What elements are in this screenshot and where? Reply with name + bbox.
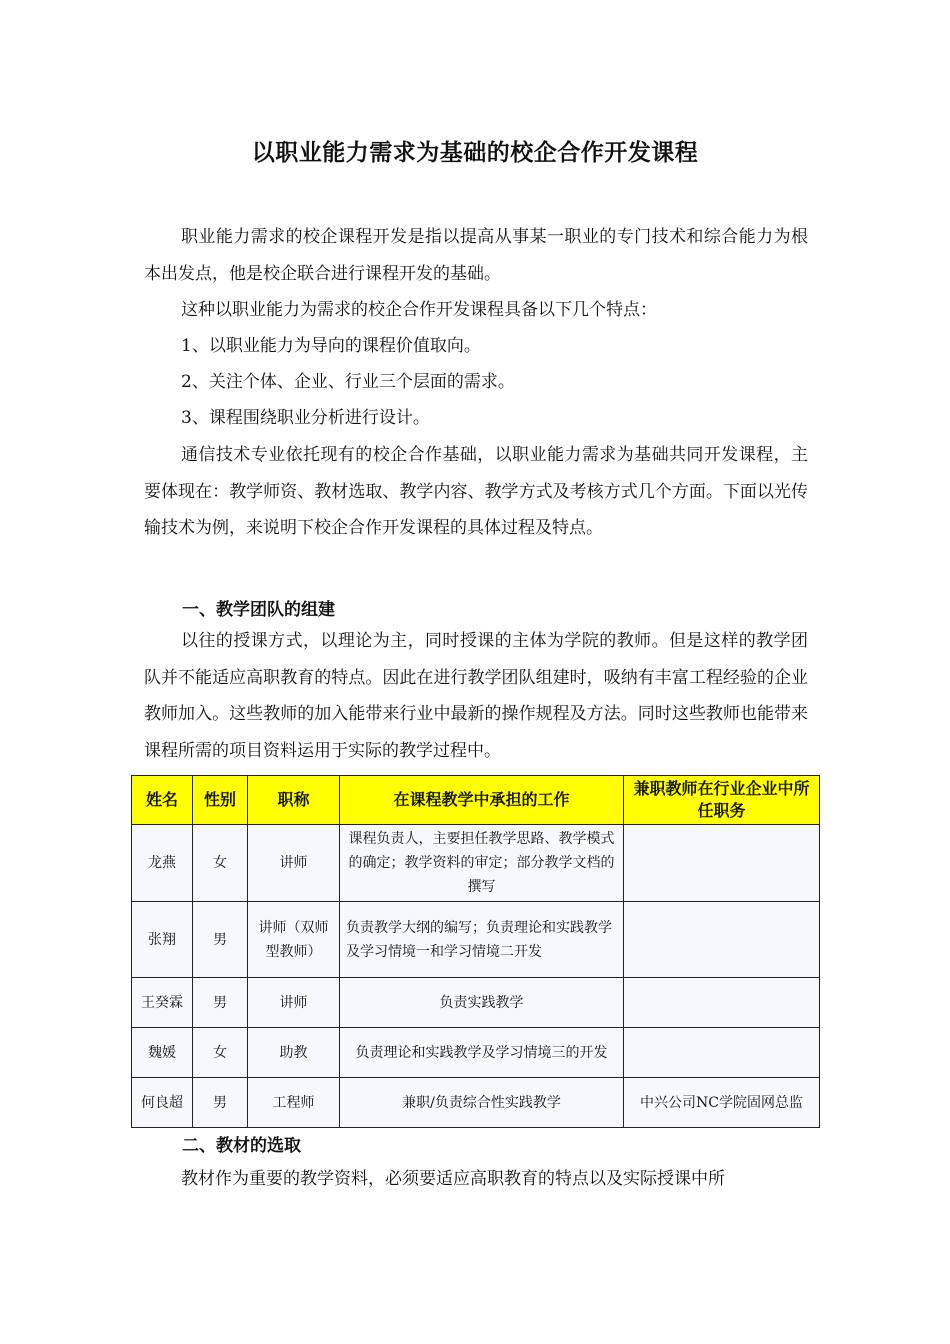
table-cell: 讲师: [248, 978, 340, 1028]
section-heading: 一、教学团队的组建: [182, 600, 335, 620]
paragraph: 通信技术专业依托现有的校企合作基础，以职业能力需求为基础共同开发课程，主要体现在：教学师资、教材选取、教学内容、教学方式及考核方式几个方面。下面以光传输技术为例，来说明下校企合作开发课程的具体过程及特点。: [144, 445, 808, 538]
table-cell: [624, 825, 820, 902]
paragraph: 这种以职业能力为需求的校企合作开发课程具备以下几个特点：: [181, 300, 657, 320]
table-cell: 工程师: [248, 1078, 340, 1128]
paragraph: 教材作为重要的教学资料，必须要适应高职教育的特点以及实际授课中所: [181, 1169, 725, 1189]
table-cell: 讲师: [248, 825, 340, 902]
table-cell: 王癸霖: [132, 978, 193, 1028]
column-header: 职称: [248, 776, 340, 825]
table-cell: 负责教学大纲的编写；负责理论和实践教学及学习情境一和学习情境二开发: [340, 902, 624, 978]
table-cell: 男: [193, 1078, 248, 1128]
list-item: 2、关注个体、企业、行业三个层面的需求。: [181, 372, 515, 392]
table-cell: [624, 1028, 820, 1078]
table-cell: [624, 902, 820, 978]
list-item: 3、课程围绕职业分析进行设计。: [181, 408, 430, 428]
paragraph: 职业能力需求的校企课程开发是指以提高从事某一职业的专门技术和综合能力为根本出发点，他是校企联合进行课程开发的基础。: [144, 227, 808, 284]
section-heading: 二、教材的选取: [182, 1136, 301, 1156]
table-cell: 讲师（双师型教师）: [248, 902, 340, 978]
paragraph: 以往的授课方式，以理论为主，同时授课的主体为学院的教师。但是这样的教学团队并不能适应高职教育的特点。因此在进行教学团队组建时，吸纳有丰富工程经验的企业教师加入。这些教师的加入能带来行业中最新的操作规程及方法。同时这些教师也能带来课程所需的项目资料运用于实际的教学过程中。: [144, 631, 808, 761]
teaching-team-table: [131, 775, 820, 1128]
table-cell: 何良超: [132, 1078, 193, 1128]
table-cell: 课程负责人，主要担任教学思路、教学模式的确定；教学资料的审定；部分教学文档的撰写: [340, 825, 624, 902]
table-cell: 负责实践教学: [340, 978, 624, 1028]
table-row: [132, 902, 820, 978]
table-cell: 助教: [248, 1028, 340, 1078]
table-cell: [624, 978, 820, 1028]
table-cell: 女: [193, 825, 248, 902]
table-cell: 女: [193, 1028, 248, 1078]
table-row: [132, 825, 820, 902]
table-cell: 负责理论和实践教学及学习情境三的开发: [340, 1028, 624, 1078]
table-cell: 龙燕: [132, 825, 193, 902]
table-row: [132, 1078, 820, 1128]
table-cell: 魏媛: [132, 1028, 193, 1078]
column-header: 姓名: [132, 776, 193, 825]
table-cell: 中兴公司NC学院固网总监: [624, 1078, 820, 1128]
table-header-row: [132, 776, 820, 825]
column-header: 在课程教学中承担的工作: [340, 776, 624, 825]
table-cell: 男: [193, 902, 248, 978]
table-cell: 男: [193, 978, 248, 1028]
table-row: [132, 1028, 820, 1078]
column-header: 性别: [193, 776, 248, 825]
table-cell: 张翔: [132, 902, 193, 978]
list-item: 1、以职业能力为导向的课程价值取向。: [181, 336, 481, 356]
table-cell: 兼职/负责综合性实践教学: [340, 1078, 624, 1128]
document-title: 以职业能力需求为基础的校企合作开发课程: [251, 140, 699, 166]
column-header: 兼职教师在行业企业中所任职务: [624, 776, 820, 825]
table-row: [132, 978, 820, 1028]
